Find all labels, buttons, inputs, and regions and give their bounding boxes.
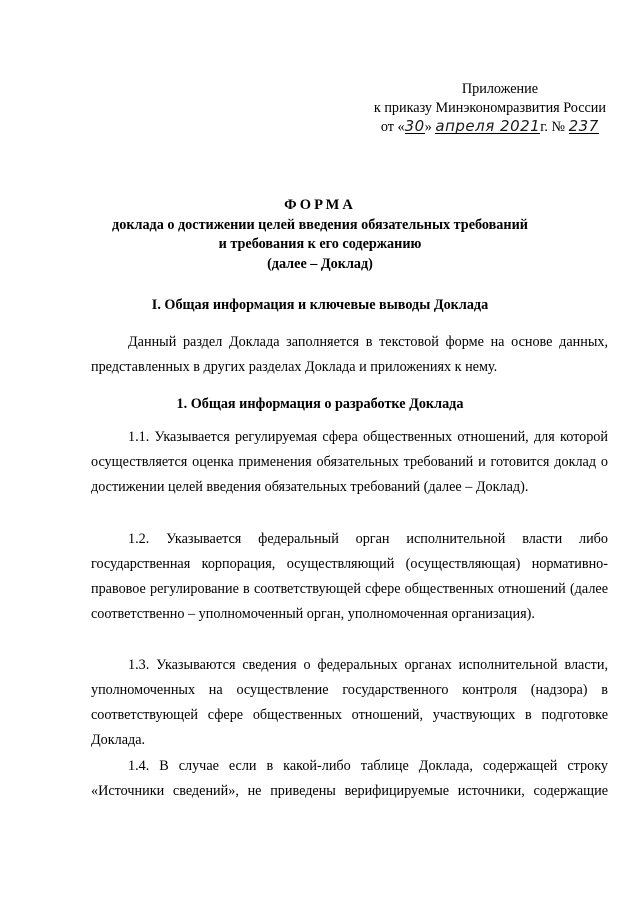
year-suffix: г. №	[540, 119, 566, 135]
section-1-heading: I. Общая информация и ключевые выводы Доклада	[151, 297, 489, 313]
form-title-line-3: и требования к его содержанию	[218, 236, 422, 252]
form-title-line-2: доклада о достижении целей введения обязательных требований	[112, 216, 528, 233]
date-prefix: от «	[380, 119, 405, 135]
appendix-date-line	[374, 118, 606, 137]
subsection-1-heading: 1. Общая информация о разработке Доклада	[176, 396, 464, 412]
section-1-intro: Данный раздел Доклада заполняется в текстовой форме на основе данных, представленных в других разделах Доклада и приложениях к нему.	[91, 334, 608, 375]
handwritten-day: 30	[404, 117, 425, 135]
form-title-heading: ФОРМА	[284, 197, 356, 213]
paragraph-1-3: 1.3. Указываются сведения о федеральных органах исполнительной власти, уполномоченных на осуществление государственного контроля (надзора) в соответствующей сфере общественных отношений, участвующих в подготовке Доклада.	[91, 657, 608, 748]
appendix-header	[374, 80, 606, 137]
form-title	[0, 196, 640, 274]
handwritten-number: 237	[568, 117, 599, 135]
appendix-order-reference: к приказу Минэкономразвития России	[373, 100, 606, 116]
handwritten-month: апреля	[435, 117, 495, 135]
handwritten-month-year	[435, 119, 540, 134]
paragraph-1-1: 1.1. Указывается регулируемая сфера общественных отношений, для которой осуществляется оценка применения обязательных требований и готовится доклад о достижении целей введения обязательных требований (далее – Доклад).	[91, 429, 608, 495]
paragraph-1-2: 1.2. Указывается федеральный орган исполнительной власти либо государственная корпорация, осуществляющий (осуществляющая) нормативно-правовое регулирование в соответствующей сфере общественных отношений (далее соответственно – уполномоченный орган, уполномоченная организация).	[91, 531, 608, 622]
date-mid: »	[424, 119, 432, 135]
appendix-label: Приложение	[461, 81, 539, 97]
handwritten-year: 2021	[500, 117, 541, 135]
form-title-line-4: (далее – Доклад)	[267, 255, 373, 272]
paragraph-1-4: 1.4. В случае если в какой-либо таблице Доклада, содержащей строку «Источники сведений», не приведены верифицируемые источники, содержащие	[91, 758, 608, 799]
